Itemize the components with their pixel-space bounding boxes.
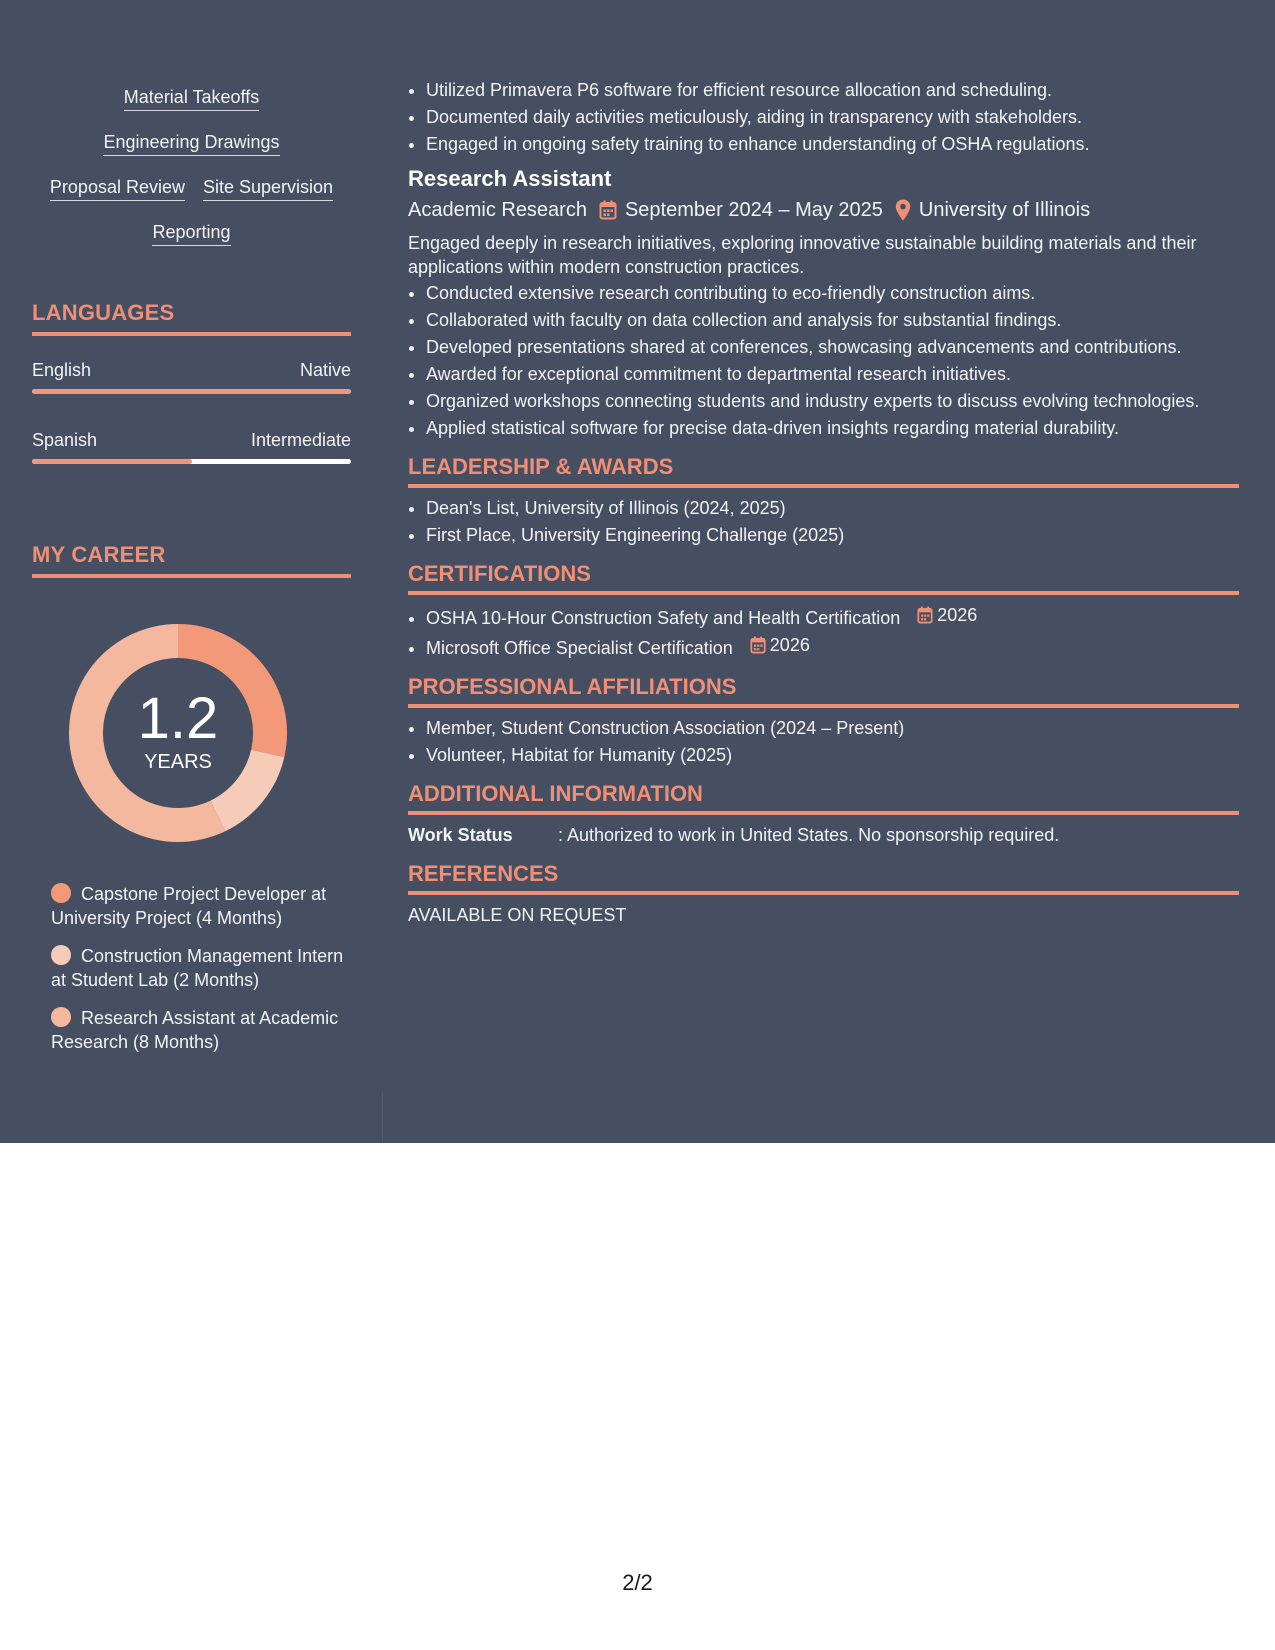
legend-label: Research Assistant at Academic Research (8 Months) [51,1008,339,1052]
leadership-heading: LEADERSHIP & AWARDS [408,454,1239,488]
language-name: Spanish [32,430,98,450]
leadership-list [408,496,1239,547]
additional-info-heading: ADDITIONAL INFORMATION [408,781,1239,815]
work-status-value: : Authorized to work in United States. No sponsorship required. [558,825,1060,845]
job-description: Engaged deeply in research initiatives, exploring innovative sustainable building materials and their applications within modern construction practices. [408,233,1197,277]
list-item: • Member, Student Construction Association (2024 – Present) [426,716,1239,740]
job-title: Research Assistant [408,166,612,191]
career-total [65,620,291,846]
list-item [426,603,1239,630]
list-item [426,633,1239,660]
list-item: • Awarded for exceptional commitment to departmental research initiatives. [426,362,1239,386]
certification-date [750,633,810,657]
certification-year: 2026 [769,635,810,655]
location-pin-icon [895,199,911,221]
calendar-icon [599,200,617,220]
right-column [408,78,1239,927]
list-item: • Engaged in ongoing safety training to enhance understanding of OSHA regulations. [426,132,1239,156]
skill-tag: Material Takeoffs [124,86,259,111]
language-row [32,359,351,381]
legend-item [51,944,351,992]
language-bar [32,389,351,394]
list-item: • Developed presentations shared at conferences, showcasing advancements and contributions. [426,335,1239,359]
affiliations-heading: PROFESSIONAL AFFILIATIONS [408,674,1239,708]
list-item: • Utilized Primavera P6 software for efficient resource allocation and scheduling. [426,78,1239,102]
job-meta [408,197,1239,223]
legend-dot [51,945,71,965]
skill-tag: Proposal Review [50,176,185,201]
certifications-list [408,603,1239,660]
legend-dot [51,883,71,903]
job-company: Academic Research [408,199,587,221]
legend-item [51,1006,351,1054]
list-item: • Documented daily activities meticulously, aiding in transparency with stakeholders. [426,105,1239,129]
language-english [32,359,351,394]
list-item: • Conducted extensive research contributing to eco-friendly construction aims. [426,281,1239,305]
column-divider [382,1092,383,1143]
list-item: • Organized workshops connecting students and industry experts to discuss evolving technologies. [426,389,1239,413]
list-item: • First Place, University Engineering Challenge (2025) [426,523,1239,547]
skills-row-3 [32,176,351,201]
skills-row-4 [32,221,351,246]
legend-label: Construction Management Intern at Student Lab (2 Months) [51,946,344,990]
language-spanish [32,429,351,464]
legend-item [51,882,351,930]
job-bullets [408,281,1239,440]
certification-name: OSHA 10-Hour Construction Safety and Health Certification [426,608,901,628]
job-location: University of Illinois [918,199,1091,221]
career-legend [51,882,351,1068]
language-bar [32,459,351,464]
legend-dot [51,1007,71,1027]
affiliations-list [408,716,1239,767]
language-bar-fill [32,459,192,464]
career-total-unit: YEARS [144,751,212,773]
certification-name: Microsoft Office Specialist Certification [426,638,733,658]
skill-tag: Site Supervision [203,176,333,201]
certification-year: 2026 [937,605,978,625]
list-item: • Volunteer, Habitat for Humanity (2025) [426,743,1239,767]
skills-list [32,86,351,266]
skills-row-1 [32,86,351,111]
previous-job-bullets [408,78,1239,156]
page-number: 2/2 [622,1570,653,1595]
skill-tag: Engineering Drawings [103,131,279,156]
languages-heading: LANGUAGES [32,300,351,336]
language-level: Native [299,360,351,380]
work-status-row [408,823,1239,847]
certifications-heading: CERTIFICATIONS [408,561,1239,595]
language-name: English [32,360,92,380]
job-dates: September 2024 – May 2025 [624,199,883,221]
certification-date [917,603,977,627]
list-item: • Dean's List, University of Illinois (2024, 2025) [426,496,1239,520]
skills-row-2 [32,131,351,156]
work-status-label: Work Status [408,825,513,845]
calendar-icon [917,606,933,624]
language-bar-fill [32,389,351,394]
calendar-icon [750,636,766,654]
list-item: • Applied statistical software for precise data-driven insights regarding material durability. [426,416,1239,440]
list-item: • Collaborated with faculty on data collection and analysis for substantial findings. [426,308,1239,332]
career-total-value: 1.2 [137,686,219,751]
career-heading: MY CAREER [32,542,351,578]
references-heading: REFERENCES [408,861,1239,895]
references-text: AVAILABLE ON REQUEST [408,905,627,925]
legend-label: Capstone Project Developer at University Project (4 Months) [51,884,327,928]
skill-tag: Reporting [152,221,230,246]
language-level: Intermediate [250,430,351,450]
language-row [32,429,351,451]
